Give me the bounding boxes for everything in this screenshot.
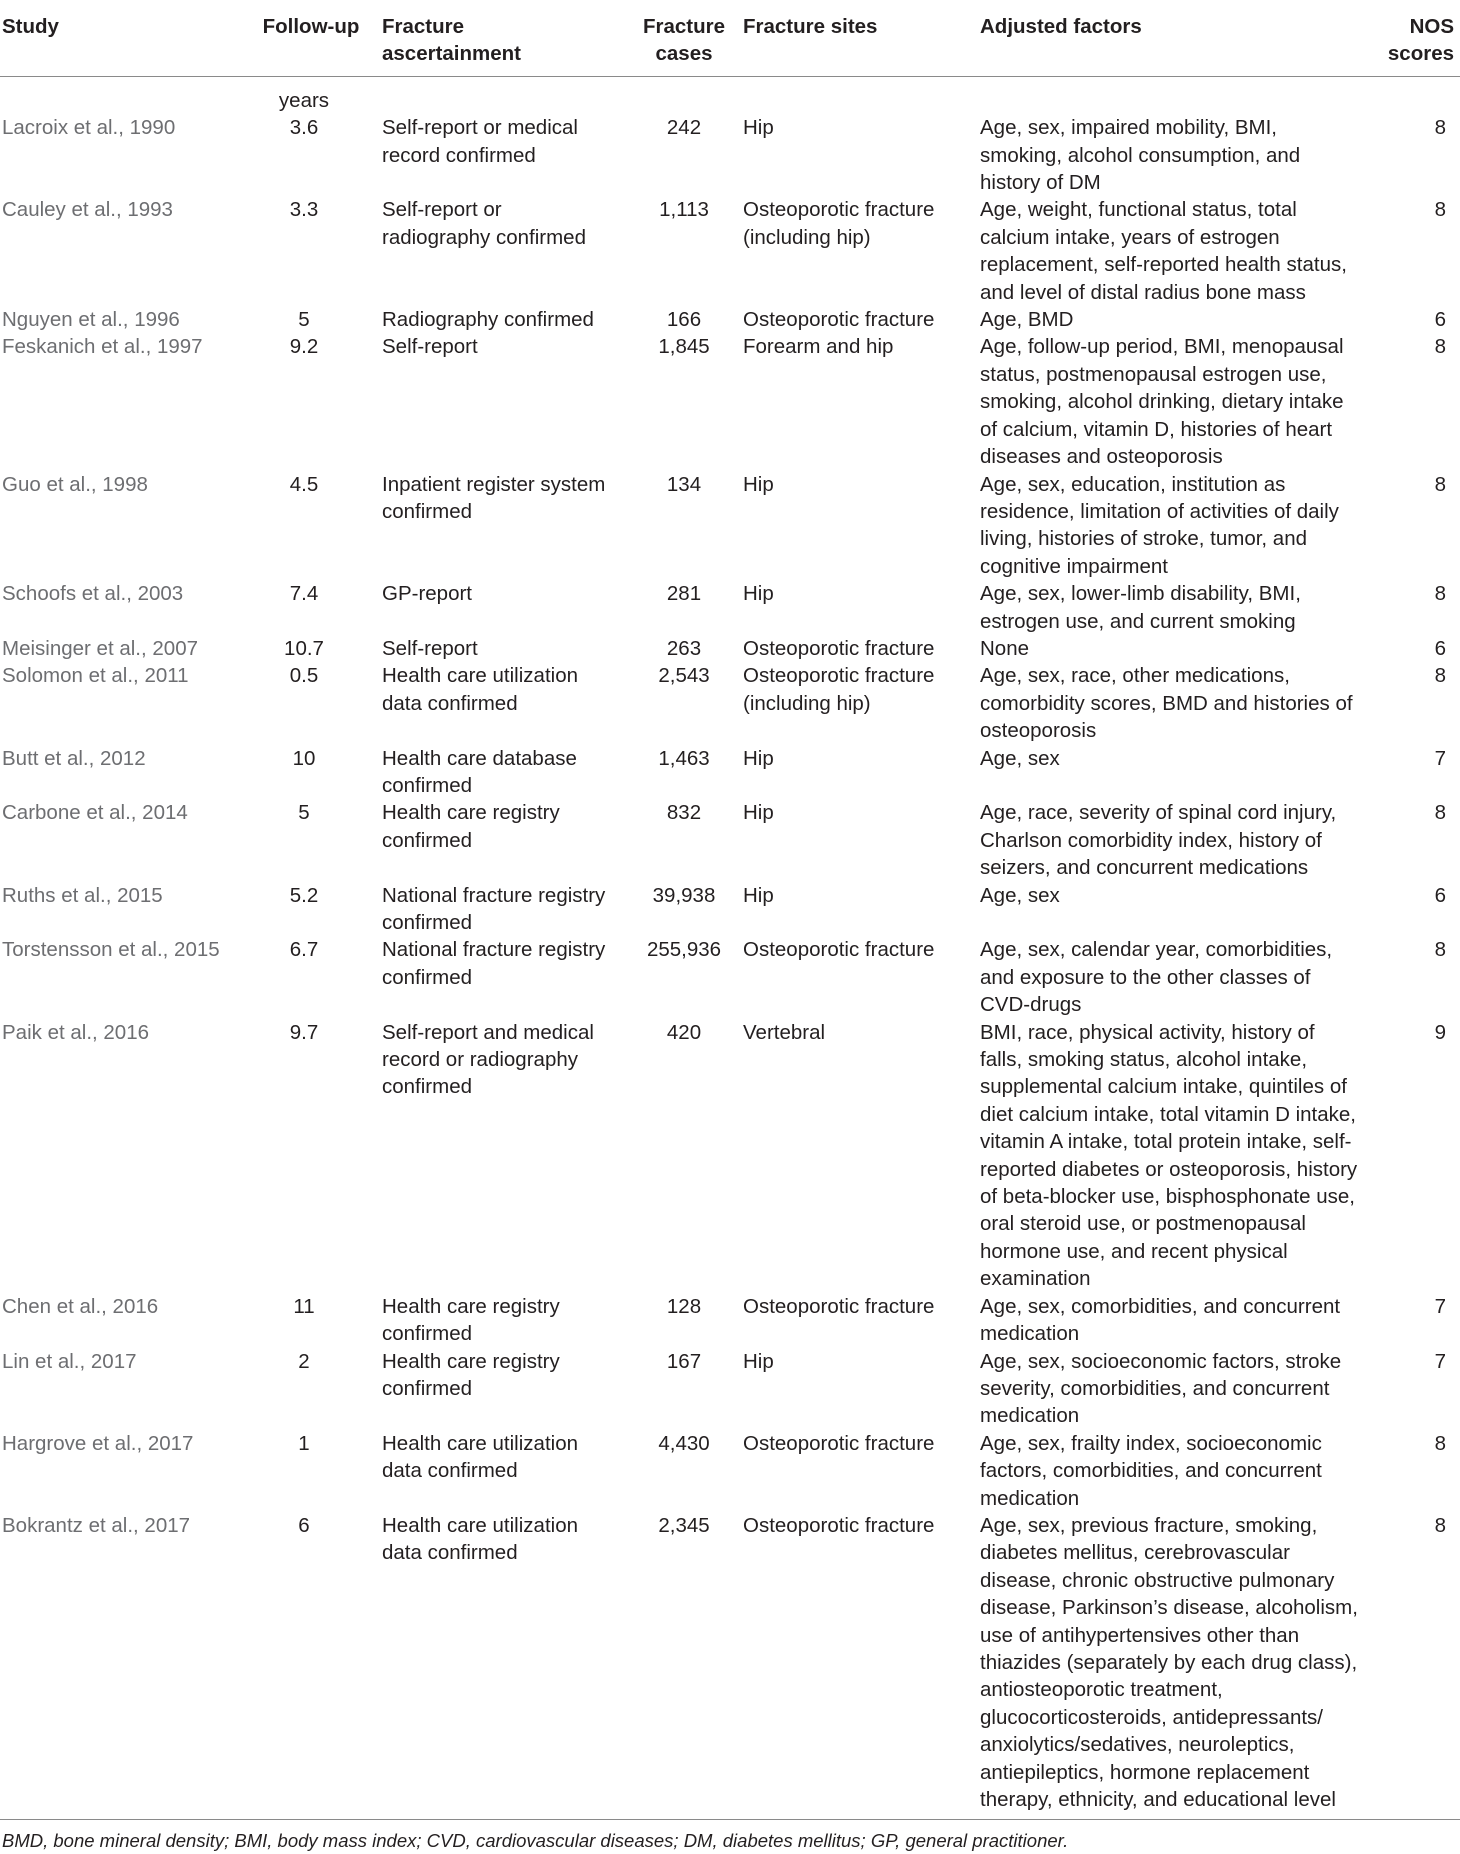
cell-fracture-ascertainment: Self-report or radiography confirmed — [382, 198, 586, 249]
cell-study: Butt et al., 2012 — [2, 746, 146, 770]
table-body — [0, 76, 1460, 1820]
cell-study: Feskanich et al., 1997 — [2, 335, 203, 359]
table-row — [0, 662, 1460, 744]
cell-fracture-cases: 1,463 — [658, 746, 710, 770]
cell-fracture-cases: 166 — [666, 308, 702, 332]
cell-nos-score: 8 — [1434, 116, 1446, 140]
cell-fracture-ascertainment: Inpatient register system confirmed — [382, 472, 606, 523]
cell-fracture-ascertainment: Self-report — [382, 636, 478, 660]
cell-study: Torstensson et al., 2015 — [2, 938, 220, 962]
cell-study: Solomon et al., 2011 — [2, 664, 189, 688]
cell-adjusted-factors: Age, sex, race, other medications, comorbidity scores, BMD and histories of osteoporosis — [980, 664, 1353, 743]
cell-nos-score: 8 — [1372, 1512, 1460, 1820]
cell-study: Meisinger et al., 2007 — [2, 636, 199, 660]
table-row — [0, 333, 1460, 470]
cell-fracture-sites: Hip — [743, 582, 774, 606]
table-row — [0, 745, 1460, 800]
header-fracture-ascertainment: Fracture ascertainment — [382, 2, 625, 76]
cell-study: Schoofs et al., 2003 — [2, 582, 184, 606]
cell-adjusted-factors: Age, sex — [980, 746, 1060, 770]
cell-nos-score: 8 — [1434, 801, 1446, 825]
cell-study: Nguyen et al., 1996 — [2, 308, 180, 332]
cell-follow-up: 1 — [298, 1431, 310, 1455]
cell-nos-score: 8 — [1434, 335, 1446, 359]
units-cell — [743, 76, 980, 114]
cell-follow-up: 7.4 — [289, 582, 319, 606]
cell-follow-up: 5.2 — [289, 883, 319, 907]
cell-fracture-sites: Forearm and hip — [743, 335, 894, 359]
cell-fracture-sites: Hip — [743, 1349, 774, 1373]
cell-nos-score: 8 — [1434, 938, 1446, 962]
cell-follow-up: 0.5 — [289, 664, 319, 688]
cell-fracture-cases: 167 — [666, 1349, 702, 1373]
cell-fracture-ascertainment: GP-report — [382, 582, 472, 606]
table-row — [0, 580, 1460, 635]
cell-adjusted-factors: Age, sex — [980, 883, 1060, 907]
table-row — [0, 1019, 1460, 1293]
cell-adjusted-factors: Age, sex, frailty index, socioeconomic factors, comorbidities, and concurrent medication — [980, 1431, 1322, 1510]
cell-adjusted-factors: Age, sex, impaired mobility, BMI, smoking, alcohol consumption, and history of DM — [980, 116, 1301, 195]
table-row — [0, 471, 1460, 581]
cell-fracture-cases: 4,430 — [658, 1431, 710, 1455]
cell-fracture-sites: Hip — [743, 472, 774, 496]
cell-fracture-sites: Hip — [743, 746, 774, 770]
header-study: Study — [0, 2, 240, 76]
cell-fracture-cases: 281 — [666, 582, 702, 606]
table-footnote: BMD, bone mineral density; BMI, body mass index; CVD, cardiovascular diseases; DM, diabetes mellitus; GP, general practitioner. — [2, 1830, 1069, 1852]
cell-fracture-sites: Osteoporotic fracture — [743, 1294, 935, 1318]
cell-fracture-sites: Osteoporotic fracture — [743, 1512, 980, 1820]
cell-nos-score: 8 — [1434, 1431, 1446, 1455]
cell-fracture-cases: 1,113 — [659, 198, 709, 222]
cell-study: Hargrove et al., 2017 — [2, 1431, 194, 1455]
cell-fracture-cases: 134 — [666, 472, 702, 496]
cell-study: Chen et al., 2016 — [2, 1294, 159, 1318]
cell-study: Paik et al., 2016 — [2, 1020, 150, 1044]
cell-nos-score: 6 — [1434, 636, 1446, 660]
cell-fracture-ascertainment: Radiography confirmed — [382, 308, 594, 332]
cell-nos-score: 6 — [1434, 883, 1446, 907]
cell-study: Lin et al., 2017 — [2, 1349, 137, 1373]
cell-study: Ruths et al., 2015 — [2, 883, 163, 907]
table-header — [0, 2, 1460, 76]
cell-fracture-sites: Osteoporotic fracture — [743, 1431, 935, 1455]
cell-adjusted-factors: Age, race, severity of spinal cord injury, Charlson comorbidity index, history of seizers, and concurrent medications — [980, 801, 1337, 880]
header-adjusted-factors: Adjusted factors — [980, 2, 1372, 76]
header-fracture-cases: Fracture cases — [625, 2, 743, 76]
cell-nos-score: 7 — [1434, 746, 1446, 770]
cell-nos-score: 7 — [1434, 1349, 1446, 1373]
cell-nos-score: 8 — [1434, 198, 1446, 222]
units-row — [0, 76, 1460, 114]
cell-nos-score: 8 — [1434, 582, 1446, 606]
cell-fracture-ascertainment: National fracture registry confirmed — [382, 883, 606, 934]
cell-adjusted-factors: Age, follow-up period, BMI, menopausal status, postmenopausal estrogen use, smoking, alcohol drinking, dietary intake of calcium, vitamin D, histories of heart diseases and osteoporosis — [980, 335, 1344, 469]
cell-fracture-ascertainment: Self-report and medical record or radiography confirmed — [382, 1020, 594, 1099]
header-row — [0, 2, 1460, 76]
cell-fracture-cases: 1,845 — [658, 335, 710, 359]
cell-follow-up: 4.5 — [289, 472, 319, 496]
table-row — [0, 936, 1460, 1018]
cell-follow-up: 10 — [292, 746, 316, 770]
table-row — [0, 196, 1460, 306]
cell-study: Bokrantz et al., 2017 — [0, 1512, 240, 1820]
cell-nos-score: 8 — [1434, 472, 1446, 496]
table-row — [0, 114, 1460, 196]
cell-follow-up: 6.7 — [289, 938, 319, 962]
cell-adjusted-factors: Age, sex, calendar year, comorbidities, and exposure to the other classes of CVD-drugs — [980, 938, 1333, 1017]
cell-fracture-sites: Osteoporotic fracture — [743, 938, 935, 962]
cell-follow-up: 9.7 — [289, 1020, 319, 1044]
cell-adjusted-factors: Age, sex, previous fracture, smoking, diabetes mellitus, cerebrovascular disease, chronic obstructive pulmonary disease, Parkinson’s disease, alcoholism, use of antihypertensives other than thiazides (separately by each drug class), antiosteoporotic treatment, glucocorticosteroids, antidepressants/ anxiolytics/sedatives, neuroleptics, antiepileptics, hormone replacement therapy, ethnicity, and educational level — [980, 1512, 1372, 1820]
cell-fracture-ascertainment: Self-report or medical record confirmed — [382, 116, 578, 167]
cell-fracture-sites: Hip — [743, 801, 774, 825]
cell-nos-score: 7 — [1434, 1294, 1446, 1318]
units-cell — [1372, 76, 1460, 114]
cell-fracture-ascertainment: Health care registry confirmed — [382, 1294, 560, 1346]
table-row — [0, 635, 1460, 662]
cell-fracture-ascertainment: Self-report — [382, 335, 478, 359]
cell-fracture-ascertainment: Health care utilization data confirmed — [382, 664, 578, 715]
cell-study: Lacroix et al., 1990 — [2, 116, 176, 140]
header-follow-up: Follow-up — [240, 2, 382, 76]
table-row — [0, 799, 1460, 881]
cell-fracture-cases: 242 — [666, 116, 702, 140]
cell-follow-up: 5 — [298, 308, 310, 332]
cell-follow-up: 3.6 — [289, 116, 319, 140]
table-row — [0, 882, 1460, 937]
units-cell — [0, 76, 240, 114]
cell-fracture-sites: Vertebral — [743, 1020, 826, 1044]
table-row — [0, 1512, 1460, 1820]
cell-fracture-sites: Osteoporotic fracture (including hip) — [743, 198, 935, 249]
cell-follow-up: 5 — [298, 801, 310, 825]
cell-nos-score: 6 — [1434, 308, 1446, 332]
cell-follow-up: 9.2 — [289, 335, 319, 359]
cell-fracture-cases: 39,938 — [652, 883, 716, 907]
table-row — [0, 306, 1460, 333]
cell-study: Carbone et al., 2014 — [2, 801, 188, 825]
cell-adjusted-factors: Age, sex, socioeconomic factors, stroke severity, comorbidities, and concurrent medication — [980, 1349, 1342, 1428]
cell-follow-up: 6 — [240, 1512, 382, 1820]
cell-adjusted-factors: BMI, race, physical activity, history of falls, smoking status, alcohol intake, supplemental calcium intake, quintiles of diet calcium intake, total vitamin D intake, vitamin A intake, total protein intake, self-reported diabetes or osteoporosis, history of beta-blocker use, bisphosphonate use, oral steroid use, or postmenopausal hormone use, and recent physical examination — [980, 1020, 1358, 1291]
cell-nos-score: 9 — [1434, 1020, 1446, 1044]
cell-fracture-cases: 2,543 — [658, 664, 710, 688]
cell-fracture-ascertainment: National fracture registry confirmed — [382, 938, 606, 989]
units-cell — [382, 76, 625, 114]
cell-adjusted-factors: Age, sex, comorbidities, and concurrent medication — [980, 1294, 1341, 1346]
follow-up-unit: years — [278, 88, 330, 112]
cell-nos-score: 8 — [1434, 664, 1446, 688]
cell-fracture-sites: Osteoporotic fracture — [743, 308, 935, 332]
cell-fracture-sites: Osteoporotic fracture — [743, 636, 935, 660]
table-row — [0, 1348, 1460, 1430]
cell-fracture-cases: 263 — [666, 636, 702, 660]
cell-fracture-cases: 2,345 — [625, 1512, 743, 1820]
cell-adjusted-factors: Age, sex, education, institution as residence, limitation of activities of daily living, histories of stroke, tumor, and cognitive impairment — [980, 472, 1339, 578]
cell-adjusted-factors: Age, sex, lower-limb disability, BMI, estrogen use, and current smoking — [980, 582, 1301, 633]
cell-follow-up: 10.7 — [284, 636, 324, 660]
cell-follow-up: 3.3 — [289, 198, 319, 222]
units-cell — [625, 76, 743, 114]
units-cell — [980, 76, 1372, 114]
cell-adjusted-factors: Age, weight, functional status, total calcium intake, years of estrogen replacement, self-reported health status, and level of distal radius bone mass — [980, 198, 1347, 304]
cell-adjusted-factors: None — [980, 636, 1030, 660]
cell-fracture-ascertainment: Health care registry confirmed — [382, 801, 560, 852]
cell-study: Guo et al., 1998 — [2, 472, 148, 496]
header-nos-scores: NOS scores — [1372, 2, 1460, 76]
cell-fracture-sites: Hip — [743, 883, 774, 907]
cell-follow-up: 2 — [298, 1349, 310, 1373]
cell-fracture-ascertainment: Health care utilization data confirmed — [382, 1512, 625, 1820]
cell-fracture-ascertainment: Health care database confirmed — [382, 746, 577, 797]
cell-fracture-ascertainment: Health care registry confirmed — [382, 1349, 560, 1400]
cell-study: Cauley et al., 1993 — [2, 198, 173, 222]
study-characteristics-table — [0, 2, 1460, 1820]
table-row — [0, 1293, 1460, 1348]
cell-fracture-sites: Hip — [743, 116, 774, 140]
cell-fracture-sites: Osteoporotic fracture (including hip) — [743, 664, 935, 715]
cell-fracture-cases: 128 — [666, 1294, 702, 1318]
table-row — [0, 1430, 1460, 1512]
cell-fracture-cases: 832 — [666, 801, 702, 825]
cell-follow-up: 11 — [293, 1294, 315, 1318]
cell-adjusted-factors: Age, BMD — [980, 308, 1074, 332]
header-fracture-sites: Fracture sites — [743, 2, 980, 76]
cell-fracture-ascertainment: Health care utilization data confirmed — [382, 1431, 578, 1483]
cell-fracture-cases: 255,936 — [646, 938, 722, 962]
cell-fracture-cases: 420 — [666, 1020, 702, 1044]
